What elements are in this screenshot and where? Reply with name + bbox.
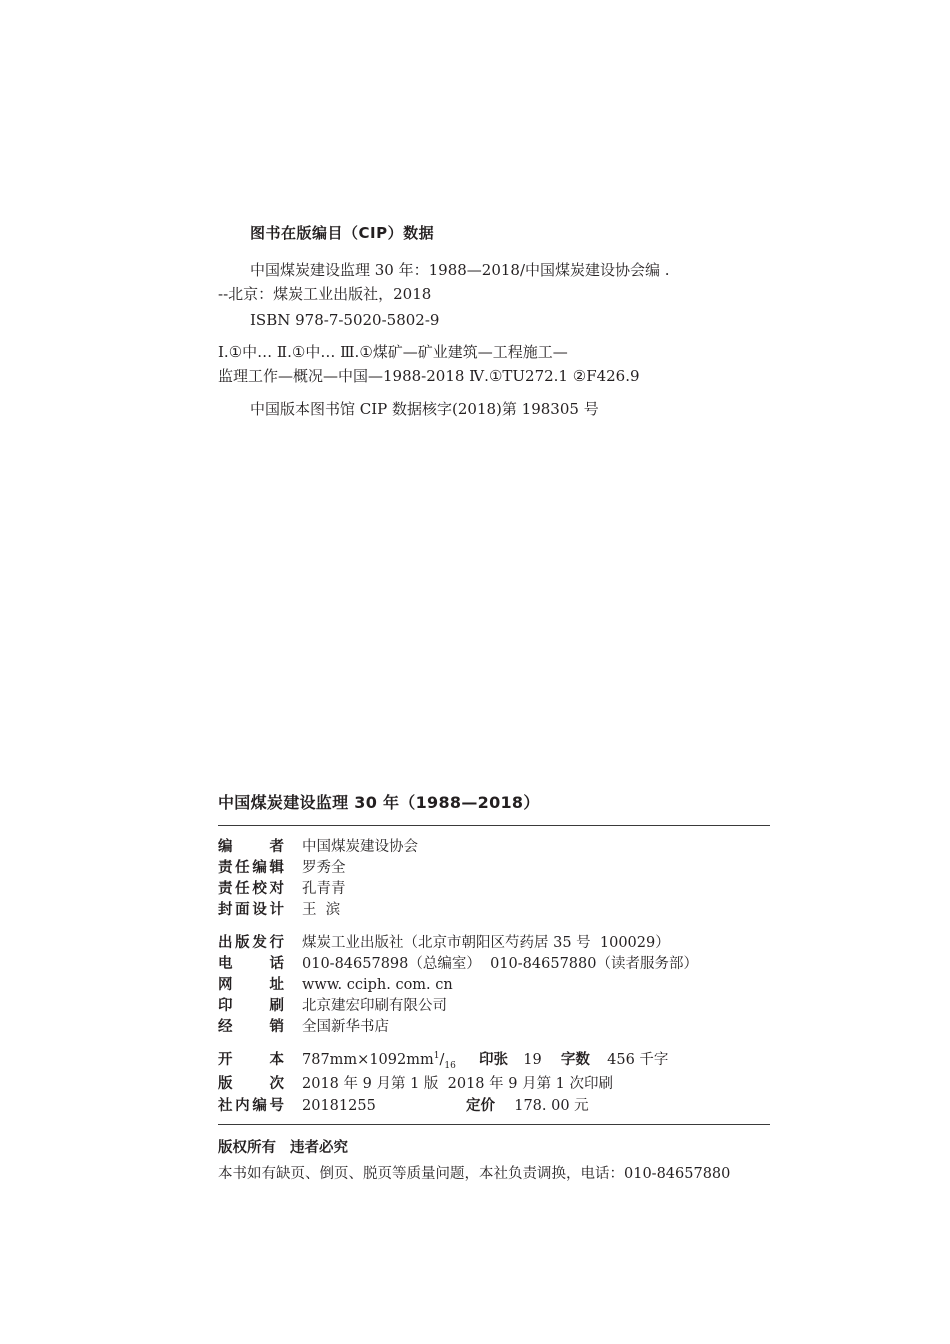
label-distributor: 经 销	[218, 1019, 284, 1035]
label-price: 定价	[466, 1098, 495, 1114]
label-edition: 版 次	[218, 1076, 284, 1092]
value-website: www. cciph. com. cn	[302, 977, 453, 993]
cip-classification-line-1: Ⅰ.①中… Ⅱ.①中… Ⅲ.①煤矿—矿业建筑—工程施工—	[218, 343, 568, 361]
label-sheets: 印张	[479, 1052, 509, 1068]
quality-notice: 本书如有缺页、倒页、脱页等质量问题，本社负责调换，电话：010-84657880	[218, 1166, 731, 1182]
cip-title-line: 中国煤炭建设监理 30 年：1988—2018/中国煤炭建设协会编 .	[250, 261, 670, 279]
label-printer: 印 刷	[218, 998, 284, 1014]
label-internal-code: 社 内 编 号	[218, 1098, 284, 1114]
label-phone: 电 话	[218, 956, 284, 972]
divider-top	[218, 825, 770, 826]
value-publisher: 煤炭工业出版社（北京市朝阳区芍药居 35 号 100029）	[302, 935, 670, 951]
divider-bottom	[218, 1124, 770, 1125]
cip-publisher-line: --北京：煤炭工业出版社，2018	[218, 285, 432, 303]
value-word-count: 456 千字	[607, 1052, 669, 1068]
rights-reserved: 版权所有	[218, 1140, 276, 1156]
value-printer: 北京建宏印刷有限公司	[302, 998, 447, 1014]
price	[466, 1096, 589, 1116]
cip-heading: 图书在版编目（CIP）数据	[250, 224, 435, 242]
cip-isbn: ISBN 978-7-5020-5802-9	[250, 311, 440, 329]
label-responsible-editor: 责 任 编 辑	[218, 860, 284, 876]
label-website: 网 址	[218, 977, 284, 993]
format-size-denominator: 16	[444, 1060, 456, 1071]
rights-statement	[218, 1136, 348, 1157]
value-editor: 中国煤炭建设协会	[302, 839, 418, 855]
value-sheets: 19	[523, 1052, 542, 1068]
value-internal-code: 20181255	[302, 1098, 376, 1114]
label-editor: 编 者	[218, 839, 284, 855]
cip-core-data-number: 中国版本图书馆 CIP 数据核字(2018)第 198305 号	[250, 400, 599, 418]
value-format	[302, 1050, 668, 1070]
format-size: 787mm×1092mm	[302, 1052, 434, 1068]
book-title: 中国煤炭建设监理 30 年（1988—2018）	[218, 793, 540, 812]
label-format: 开 本	[218, 1052, 284, 1068]
label-proofreader: 责 任 校 对	[218, 881, 284, 897]
value-price: 178. 00 元	[514, 1098, 589, 1114]
value-proofreader: 孔青青	[302, 881, 346, 897]
label-publisher: 出 版 发 行	[218, 935, 284, 951]
value-phone: 010-84657898（总编室） 010-84657880（读者服务部）	[302, 956, 698, 972]
value-responsible-editor: 罗秀全	[302, 860, 346, 876]
label-cover-design: 封 面 设 计	[218, 902, 284, 918]
infringement-warning: 违者必究	[290, 1140, 348, 1156]
format-size-slash: /	[439, 1052, 445, 1068]
value-edition: 2018 年 9 月第 1 版 2018 年 9 月第 1 次印刷	[302, 1076, 614, 1092]
value-distributor: 全国新华书店	[302, 1019, 389, 1035]
cip-classification-line-2: 监理工作—概况—中国—1988-2018 Ⅳ.①TU272.1 ②F426.9	[218, 367, 640, 385]
format-size-numerator: 1	[433, 1051, 440, 1062]
value-cover-design: 王 滨	[302, 902, 341, 918]
label-word-count: 字数	[560, 1052, 590, 1068]
